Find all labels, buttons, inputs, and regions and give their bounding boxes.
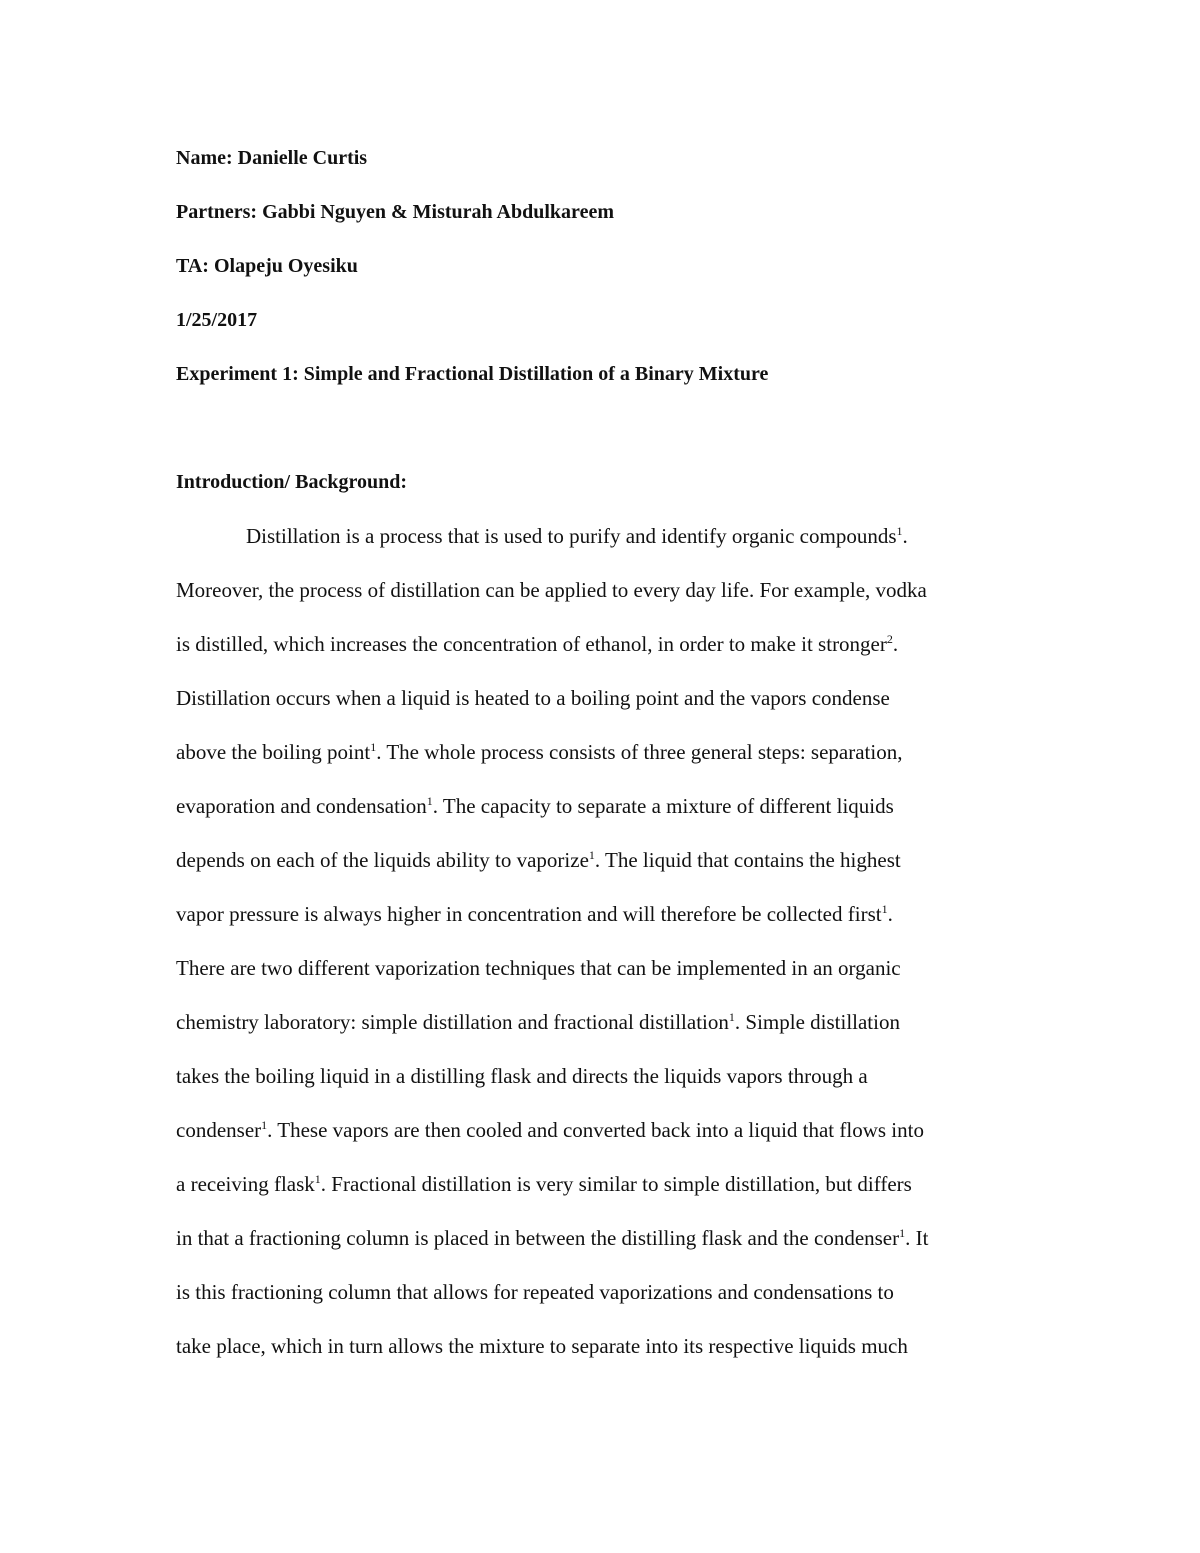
citation-marker: 1 [370, 740, 377, 754]
teaching-assistant: TA: Olapeju Oyesiku [176, 255, 358, 277]
lab-partners: Partners: Gabbi Nguyen & Misturah Abdulkareem [176, 201, 614, 223]
citation-marker: 1 [314, 1172, 321, 1186]
citation-marker: 1 [899, 1226, 906, 1240]
paragraph-line: is this fractioning column that allows for repeated vaporizations and condensations to [176, 1280, 894, 1304]
experiment-title: Experiment 1: Simple and Fractional Distillation of a Binary Mixture [176, 363, 769, 385]
paragraph-line: take place, which in turn allows the mixture to separate into its respective liquids much [176, 1334, 908, 1358]
section-heading: Introduction/ Background: [176, 471, 407, 493]
paragraph-line: There are two different vaporization techniques that can be implemented in an organic [176, 956, 901, 980]
paragraph-line: takes the boiling liquid in a distilling flask and directs the liquids vapors through a [176, 1064, 868, 1088]
paragraph-line: chemistry laboratory: simple distillation and fractional distillation$^1$. Simple distillation [176, 1010, 900, 1034]
citation-marker: 1 [588, 848, 595, 862]
paragraph-line: evaporation and condensation$^1$. The capacity to separate a mixture of different liquids [176, 794, 894, 818]
paragraph-line: depends on each of the liquids ability to vaporize$^1$. The liquid that contains the highest [176, 848, 901, 872]
student-name: Name: Danielle Curtis [176, 147, 368, 169]
paragraph-line: vapor pressure is always higher in concentration and will therefore be collected first$^1$. [176, 902, 893, 926]
paragraph-line: condenser$^1$. These vapors are then cooled and converted back into a liquid that flows into [176, 1118, 924, 1142]
paragraph-line: is distilled, which increases the concentration of ethanol, in order to make it stronger$^2$. [176, 632, 899, 656]
paragraph-line: in that a fractioning column is placed in between the distilling flask and the condenser$^1$. It [176, 1226, 929, 1250]
citation-marker: 1 [881, 902, 888, 916]
citation-marker: 2 [886, 632, 893, 646]
paragraph-line: above the boiling point$^1$. The whole process consists of three general steps: separation, [176, 740, 903, 764]
paragraph-line: a receiving flask$^1$. Fractional distillation is very similar to simple distillation, but differs [176, 1172, 912, 1196]
paragraph-line: Distillation is a process that is used to purify and identify organic compounds$^1$. [246, 524, 908, 548]
citation-marker: 1 [261, 1118, 268, 1132]
citation-marker: 1 [896, 524, 903, 538]
paragraph-line: Moreover, the process of distillation can be applied to every day life. For example, vodka [176, 578, 927, 602]
citation-marker: 1 [426, 794, 433, 808]
report-date: 1/25/2017 [176, 309, 258, 331]
paragraph-line: Distillation occurs when a liquid is heated to a boiling point and the vapors condense [176, 686, 890, 710]
citation-marker: 1 [728, 1010, 735, 1024]
